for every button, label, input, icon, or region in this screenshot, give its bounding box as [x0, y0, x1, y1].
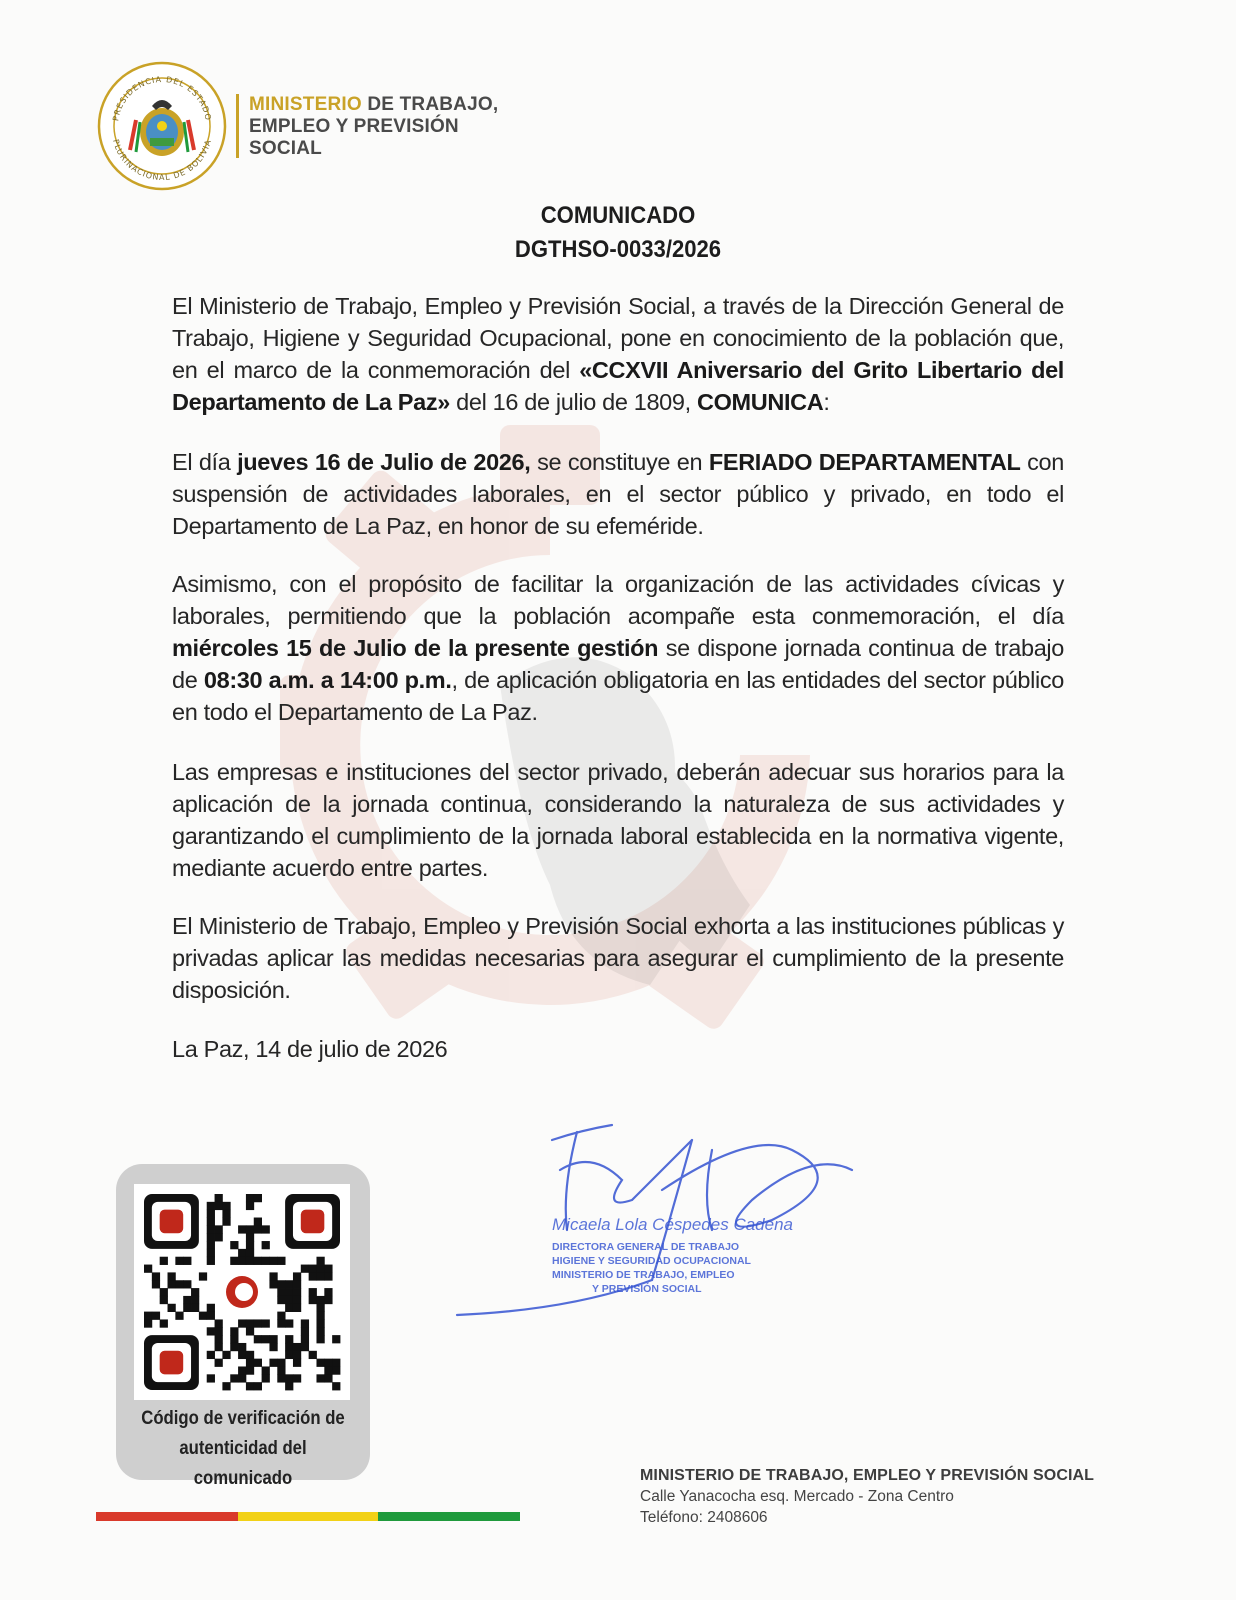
- ministry-line3: SOCIAL: [249, 138, 322, 159]
- ministry-line1: DE TRABAJO,: [361, 94, 499, 115]
- qr-caption-line2: autenticidad del comunicado: [179, 1438, 307, 1489]
- paragraph-holiday: [172, 446, 1064, 542]
- qr-code[interactable]: [134, 1184, 350, 1400]
- paragraph-exhort: El Ministerio de Trabajo, Empleo y Previsión Social exhorta a las instituciones públicas y privadas aplicar las medidas necesarias para asegurar el cumplimiento de la presente disposición.: [172, 913, 1064, 1003]
- p1-bold-anniversary: «CCXVII Aniversario del Grito Libertario del Departamento de La Paz»: [172, 357, 1064, 415]
- paragraph-private-sector: Las empresas e instituciones del sector privado, deberán adecuar sus horarios para la aplicación de la jornada continua, considerando la naturaleza de sus actividades y garantizando el cumplimiento de la jornada laboral establecida en la normativa vigente, mediante acuerdo entre partes.: [172, 759, 1064, 881]
- signer-role-3: MINISTERIO DE TRABAJO, EMPLEO: [552, 1269, 735, 1281]
- qr-code-icon: [134, 1184, 350, 1400]
- flag-stripe-red: [96, 1512, 238, 1521]
- p2-text-a: El día: [172, 449, 238, 475]
- p1-text-e: :: [823, 389, 830, 415]
- seal-top-text: PRESIDENCIA DEL ESTADO: [111, 74, 213, 122]
- p3-text-a: Asimismo, con el propósito de facilitar la organización de las actividades cívicas y laborales, permitiendo que la población acompañe esta conmemoración, el día: [172, 571, 1064, 629]
- ministry-line2: EMPLEO Y PREVISIÓN: [249, 116, 459, 137]
- verification-card: [116, 1164, 370, 1489]
- p2-text-c: se constituye en: [530, 449, 709, 475]
- signer-role-1: DIRECTORA GENERAL DE TRABAJO: [552, 1241, 740, 1253]
- ministry-header: [236, 94, 498, 158]
- ministry-accent: MINISTERIO: [249, 94, 362, 115]
- footer-title: MINISTERIO DE TRABAJO, EMPLEO Y PREVISIÓN SOCIAL: [640, 1467, 1095, 1484]
- signer-role-4: Y PREVISIÓN SOCIAL: [592, 1283, 702, 1295]
- paragraph-schedule: [172, 568, 1064, 728]
- p3-bold-hours: 08:30 a.m. a 14:00 p.m.: [203, 667, 452, 693]
- footer-phone: Teléfono: 2408606: [640, 1509, 768, 1526]
- p1-text-a: El Ministerio de Trabajo, Empleo y Previsión Social, a través de la Dirección General de Trabajo, Higiene y Seguridad Ocupacional, pone en conocimiento de la población que, en el marco de la conmemoración del: [172, 293, 1064, 383]
- p2-bold-feriado: FERIADO DEPARTAMENTAL: [708, 449, 1021, 475]
- state-seal-icon: [96, 60, 228, 192]
- paragraph-intro: [172, 290, 1064, 418]
- qr-caption-line1: Código de verificación de: [141, 1408, 345, 1429]
- date-line: La Paz, 14 de julio de 2026: [172, 1036, 448, 1062]
- p1-text-c: del 16 de julio de 1809,: [449, 389, 697, 415]
- document-code: DGTHSO-0033/2026: [514, 236, 722, 263]
- seal-bottom-text: PLURINACIONAL DE BOLIVIA: [111, 138, 213, 183]
- p2-text-e: con suspensión de actividades laborales, en el sector público y privado, en todo el Departamento de La Paz, en honor de su efeméride.: [172, 449, 1064, 539]
- flag-stripe-yellow: [238, 1512, 378, 1521]
- signature-stamp: [452, 1110, 872, 1330]
- p3-bold-date: miércoles 15 de Julio de la presente gestión: [172, 635, 659, 661]
- signer-role-2: HIGIENE Y SEGURIDAD OCUPACIONAL: [552, 1255, 751, 1267]
- p3-text-e: , de aplicación obligatoria en las entidades del sector público en todo el Departamento de La Paz.: [172, 667, 1065, 725]
- flag-stripe-green: [378, 1512, 520, 1521]
- footer-address: Calle Yanacocha esq. Mercado - Zona Centro: [640, 1488, 954, 1505]
- p2-bold-date: jueves 16 de Julio de 2026,: [237, 449, 531, 475]
- signer-name: Micaela Lola Céspedes Cadena: [552, 1215, 793, 1234]
- qr-caption: [131, 1404, 355, 1494]
- p3-text-c: se dispone jornada continua de trabajo de: [172, 635, 1064, 693]
- p1-bold-comunica: COMUNICA: [696, 389, 824, 415]
- footer-contact: [640, 1465, 1094, 1528]
- page-title: COMUNICADO: [540, 202, 696, 229]
